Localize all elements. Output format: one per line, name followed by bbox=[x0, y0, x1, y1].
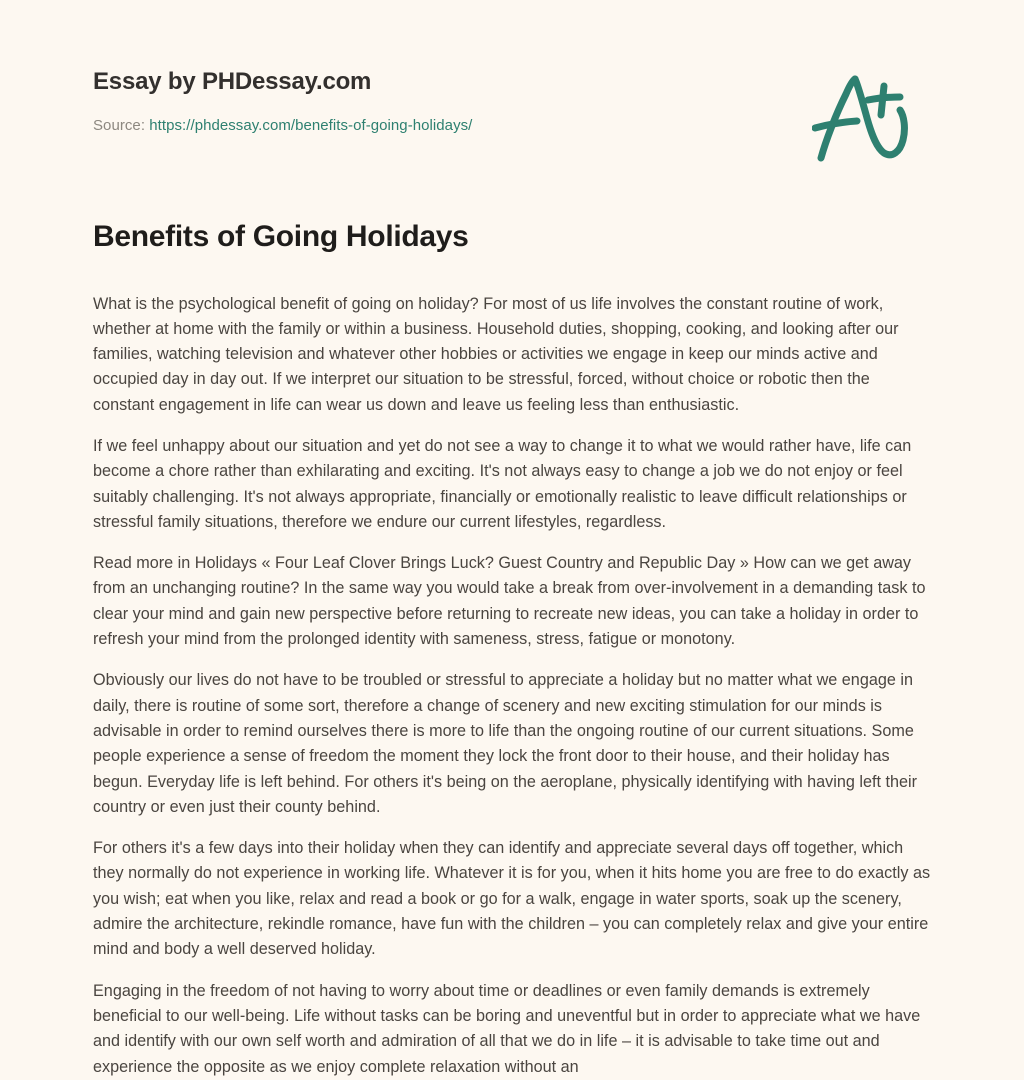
paragraph: Engaging in the freedom of not having to worry about time or deadlines or even family demands is extremely beneficial to our well-being. Life without tasks can be boring and uneventful but in order to appreciate what we have and identify with our own self worth and admiration of all that we do in life – it is advisable to take time out and experience the opposite as we enjoy complete relaxation without an bbox=[93, 981, 921, 1076]
page-title: Benefits of Going Holidays bbox=[93, 220, 469, 253]
source-url-link[interactable]: https://phdessay.com/benefits-of-going-holidays/ bbox=[149, 116, 473, 134]
paragraph: What is the psychological benefit of going on holiday? For most of us life involves the constant routine of work, whether at home with the family or within a business. Household duties, shopping, cooking, and looking after our families, watching television and whatever other hobbies or activities we engage in keep our minds active and occupied day in day out. If we interpret our situation to be stressful, forced, without choice or robotic then the constant engagement in life can wear us down and leave us feeling less than enthusiastic. bbox=[93, 294, 899, 414]
paragraph: If we feel unhappy about our situation and yet do not see a way to change it to what we would rather have, life can become a chore rather than exhilarating and exciting. It's not always easy to change a job we do not enjoy or feel suitably challenging. It's not always appropriate, financially or emotionally realistic to leave difficult relationships or stressful family situations, therefore we endure our current lifestyles, regardless. bbox=[93, 436, 912, 531]
document-header bbox=[93, 68, 933, 136]
essay-article bbox=[93, 218, 933, 1080]
phdessay-logo bbox=[812, 68, 930, 168]
brand-title: Essay by PHDessay.com bbox=[93, 68, 372, 95]
paragraph: Obviously our lives do not have to be troubled or stressful to appreciate a holiday but no matter what we engage in daily, there is routine of some sort, therefore a change of scenery and new exciting stimulation for our minds is advisable in order to remind ourselves there is more to life than the ongoing routine of our current situations. Some people experience a sense of freedom the moment they lock the front door to their house, and their holiday has begun. Everyday life is left behind. For others it's being on the aeroplane, physically identifying with having left their country or even just their county behind. bbox=[93, 671, 918, 816]
paragraph: For others it's a few days into their holiday when they can identify and appreciate several days off together, which they normally do not experience in working life. Whatever it is for you, when it hits home you are free to do exactly as you wish; eat when you like, relax and read a book or go for a walk, engage in water sports, soak up the scenery, admire the architecture, rekindle romance, have fun with the children – you can completely relax and give your entire mind and body a well deserved holiday. bbox=[93, 839, 931, 959]
a-plus-logo-icon bbox=[812, 68, 930, 168]
source-label: Source: bbox=[93, 116, 146, 134]
paragraph: Read more in Holidays « Four Leaf Clover Brings Luck? Guest Country and Republic Day » How can we get away from an unchanging routine? In the same way you would take a break from over-involvement in a demanding task to clear your mind and gain new perspective before returning to recreate new ideas, you can take a holiday in order to refresh your mind from the prolonged identity with sameness, stress, fatigue or monotony. bbox=[93, 554, 926, 649]
source-line bbox=[93, 115, 933, 136]
